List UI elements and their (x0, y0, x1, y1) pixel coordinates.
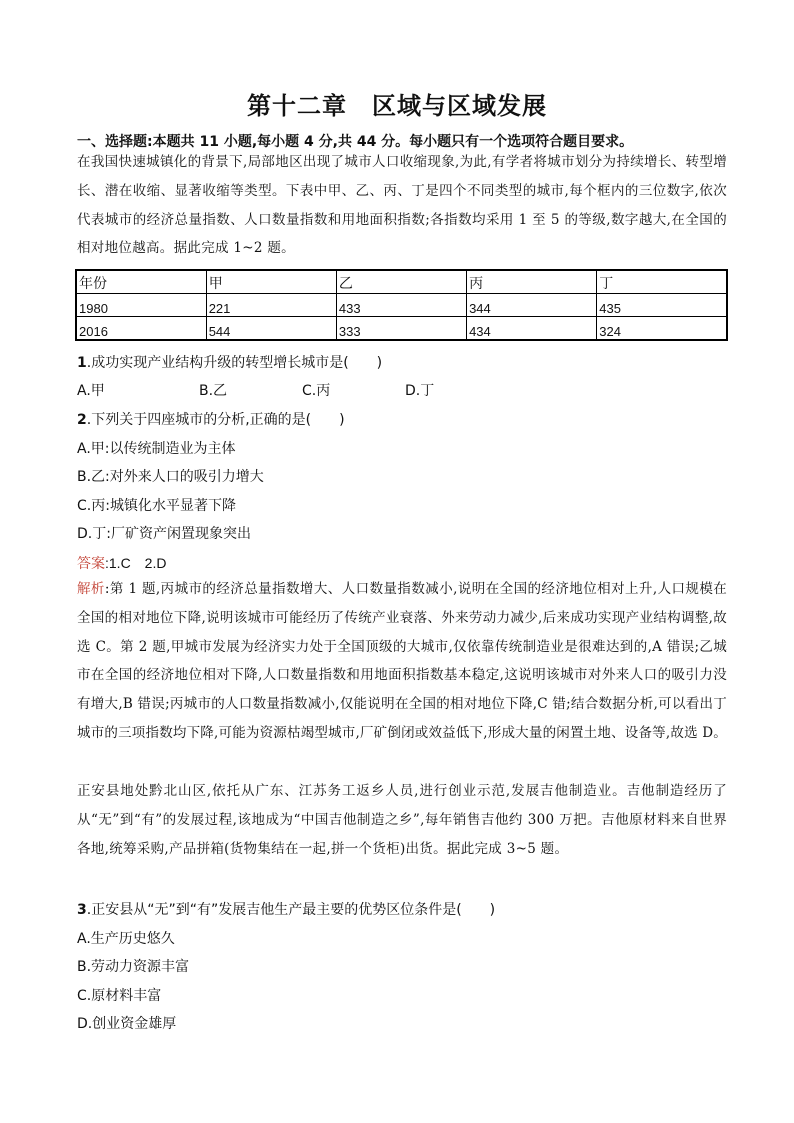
question-3-stem (77, 899, 495, 919)
q2-option-c[interactable]: C.丙:城镇化水平显著下降 (77, 498, 236, 514)
q3-option-b[interactable]: B.劳动力资源丰富 (77, 959, 190, 975)
analysis-label: 解析 (77, 581, 105, 597)
table-row (76, 317, 727, 341)
question-1-stem (77, 352, 382, 372)
q1-option-a[interactable]: A.甲 (77, 383, 105, 399)
question-2-stem (77, 409, 345, 429)
table-cell: 1980 (76, 294, 206, 317)
table-cell: 544 (206, 317, 336, 341)
answer-text: :1.C 2.D (105, 555, 167, 571)
table-cell: 333 (336, 317, 466, 341)
table-cell: 433 (336, 294, 466, 317)
q1-option-d[interactable]: D.丁 (405, 383, 435, 399)
answer-label: 答案 (77, 556, 105, 572)
q2-option-d[interactable]: D.丁:厂矿资产闲置现象突出 (77, 526, 251, 542)
chapter-title: 第十二章 区域与区域发展 (247, 92, 547, 120)
table-header-cell: 丁 (597, 270, 727, 294)
table-cell: 2016 (76, 317, 206, 341)
question-text: .成功实现产业结构升级的转型增长城市是( ) (86, 355, 383, 371)
analysis-paragraph (77, 575, 727, 748)
q3-option-c[interactable]: C.原材料丰富 (77, 988, 162, 1004)
city-index-table (75, 269, 728, 341)
question-number: 3 (77, 902, 87, 918)
analysis-text: :第 1 题,丙城市的经济总量指数增大、人口数量指数减小,说明在全国的经济地位相对上升,人口规模在全国的相对地位下降,说明该城市可能经历了传统产业衰落、外来劳动力减少,后来成功实现产业结构调整,故选 C。第 2 题,甲城市发展为经济实力处于全国顶级的大城市,仅依靠传统制造业是很难达到的,A 错误;乙城市在全国的经济地位相对下降,人口数量指数和用地面积指数基本稳定,这说明该城市对外来人口的吸引力没有增大,B 错误;丙城市的人口数量指数减小,仅能说明在全国的相对地位下降,C 错;结合数据分析,可以看出丁城市的三项指数均下降,可能为资源枯竭型城市,厂矿倒闭或效益低下,形成大量的闲置土地、设备等,故选 D。 (77, 581, 727, 741)
table-header-cell: 年份 (76, 270, 206, 294)
q2-option-a[interactable]: A.甲:以传统制造业为主体 (77, 441, 236, 457)
table-cell: 435 (597, 294, 727, 317)
question-number: 1 (77, 355, 87, 371)
material-paragraph-2: 正安县地处黔北山区,依托从广东、江苏务工返乡人员,进行创业示范,发展吉他制造业。吉他制造经历了从“无”到“有”的发展过程,该地成为“中国吉他制造之乡”,每年销售吉他约 300 万把。吉他原材料来自世界各地,统筹采购,产品拼箱(货物集结在一起,拼一个货柜)出货。据此完成 3~5 题。 (77, 783, 727, 857)
table-header-cell: 丙 (467, 270, 597, 294)
q1-option-c[interactable]: C.丙 (302, 383, 331, 399)
table-header-row (76, 270, 727, 294)
q3-option-a[interactable]: A.生产历史悠久 (77, 931, 175, 947)
question-number: 2 (77, 412, 87, 428)
q2-option-b[interactable]: B.乙:对外来人口的吸引力增大 (77, 469, 264, 485)
material-paragraph-1: 在我国快速城镇化的背景下,局部地区出现了城市人口收缩现象,为此,有学者将城市划分为持续增长、转型增长、潜在收缩、显著收缩等类型。下表中甲、乙、丙、丁是四个不同类型的城市,每个框内的三位数字,依次代表城市的经济总量指数、人口数量指数和用地面积指数;各指数均采用 1 至 5 的等级,数字越大,在全国的相对地位越高。据此完成 1~2 题。 (77, 154, 727, 257)
table-cell: 434 (467, 317, 597, 341)
section-heading: 一、选择题:本题共 11 小题,每小题 4 分,共 44 分。每小题只有一个选项符合题目要求。 (77, 134, 634, 150)
table-cell: 324 (597, 317, 727, 341)
table-cell: 344 (467, 294, 597, 317)
table-row (76, 294, 727, 317)
q3-option-d[interactable]: D.创业资金雄厚 (77, 1016, 177, 1032)
q1-option-b[interactable]: B.乙 (199, 383, 228, 399)
table-cell: 221 (206, 294, 336, 317)
table-header-cell: 乙 (336, 270, 466, 294)
question-text: .下列关于四座城市的分析,正确的是( ) (86, 412, 345, 428)
question-text: .正安县从“无”到“有”发展吉他生产最主要的优势区位条件是( ) (86, 902, 496, 918)
table-header-cell: 甲 (206, 270, 336, 294)
answer-line (77, 553, 166, 573)
